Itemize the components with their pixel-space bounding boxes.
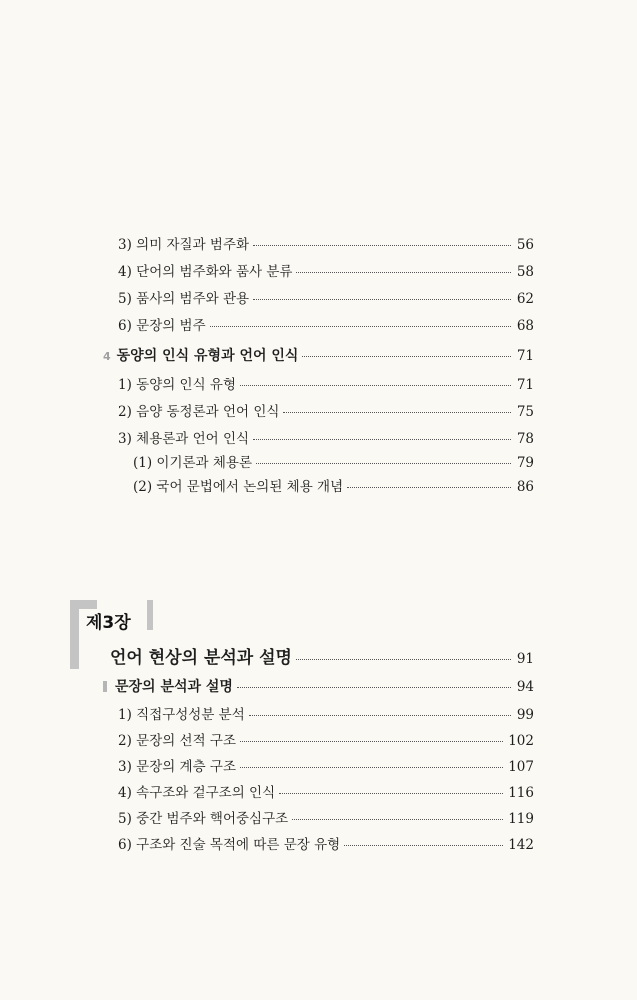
leader-dots [292,819,503,820]
leader-dots [296,272,511,273]
toc-entry[interactable] [118,755,534,775]
leader-dots [256,463,511,464]
section-bar-marker [103,681,107,692]
leader-dots [347,487,511,488]
leader-dots [279,793,503,794]
toc-subentry-label: (2) 국어 문법에서 논의된 체용 개념 [133,479,344,495]
section-heading[interactable] [103,345,534,365]
leader-dots [253,439,511,440]
toc-entry[interactable] [118,400,534,420]
section-heading-page: 71 [516,348,534,364]
toc-entry-label: 4) 단어의 범주화와 품사 분류 [118,264,293,280]
toc-entry-page: 107 [508,759,534,775]
toc-entry[interactable] [118,287,534,307]
toc-entry-label: 6) 문장의 범주 [118,318,206,334]
toc-entry[interactable] [118,729,534,749]
toc-entry[interactable] [118,427,534,447]
toc-entry-label: 1) 동양의 인식 유형 [118,377,237,393]
toc-entry-page: 78 [516,431,534,447]
toc-entry-page: 75 [516,404,534,420]
toc-entry-page: 119 [508,811,534,827]
leader-dots [296,659,511,660]
section-number-marker: 4 [103,350,111,363]
toc-entry[interactable] [118,233,534,253]
leader-dots [302,356,511,357]
toc-entry-page: 99 [516,707,534,723]
toc-entry-label: 3) 체용론과 언어 인식 [118,431,250,447]
toc-subentry-label: (1) 이기론과 체용론 [133,455,252,471]
toc-entry-page: 56 [516,237,534,253]
toc-entry-label: 2) 문장의 선적 구조 [118,733,237,749]
leader-dots [344,845,503,846]
toc-entry-label: 3) 문장의 계층 구조 [118,759,237,775]
toc-entry[interactable] [118,703,534,723]
toc-entry-label: 5) 품사의 범주와 관용 [118,291,250,307]
toc-entry-label: 1) 직접구성성분 분석 [118,707,245,723]
chapter-heading[interactable] [110,643,534,668]
toc-entry[interactable] [118,833,534,853]
section-heading-label: 문장의 분석과 설명 [115,679,233,695]
toc-entry-page: 62 [516,291,534,307]
toc-entry-page: 71 [516,377,534,393]
toc-entry-label: 4) 속구조와 겉구조의 인식 [118,785,276,801]
toc-entry-label: 3) 의미 자질과 범주화 [118,237,250,253]
leader-dots [240,741,503,742]
leader-dots [240,385,511,386]
toc-entry-page: 68 [516,318,534,334]
toc-entry[interactable] [118,807,534,827]
chapter-number: 제3장 [86,613,131,633]
toc-entry-page: 58 [516,264,534,280]
leader-dots [283,412,511,413]
toc-entry-page: 102 [508,733,534,749]
leader-dots [253,299,511,300]
toc-entry-label: 6) 구조와 진술 목적에 따른 문장 유형 [118,837,341,853]
section-heading-page: 94 [516,679,534,695]
toc-entry[interactable] [118,260,534,280]
toc-entry-label: 5) 중간 범주와 핵어중심구조 [118,811,289,827]
leader-dots [249,715,511,716]
leader-dots [210,326,511,327]
section-heading[interactable] [103,676,534,696]
toc-entry-page: 116 [508,785,534,801]
chapter-title: 언어 현상의 분석과 설명 [110,648,292,668]
leader-dots [240,767,503,768]
toc-entry[interactable] [118,781,534,801]
toc-subentry[interactable] [133,475,534,495]
leader-dots [253,245,511,246]
section-heading-label: 동양의 인식 유형과 언어 인식 [116,348,299,364]
chapter-page: 91 [516,651,534,667]
toc-entry[interactable] [118,373,534,393]
toc-entry[interactable] [118,314,534,334]
chapter-bracket-decoration [139,600,153,630]
toc-entry-page: 142 [508,837,534,853]
toc-entry-label: 2) 음양 동정론과 언어 인식 [118,404,280,420]
leader-dots [237,687,511,688]
toc-subentry[interactable] [133,451,534,471]
toc-subentry-page: 86 [516,479,534,495]
toc-subentry-page: 79 [516,455,534,471]
